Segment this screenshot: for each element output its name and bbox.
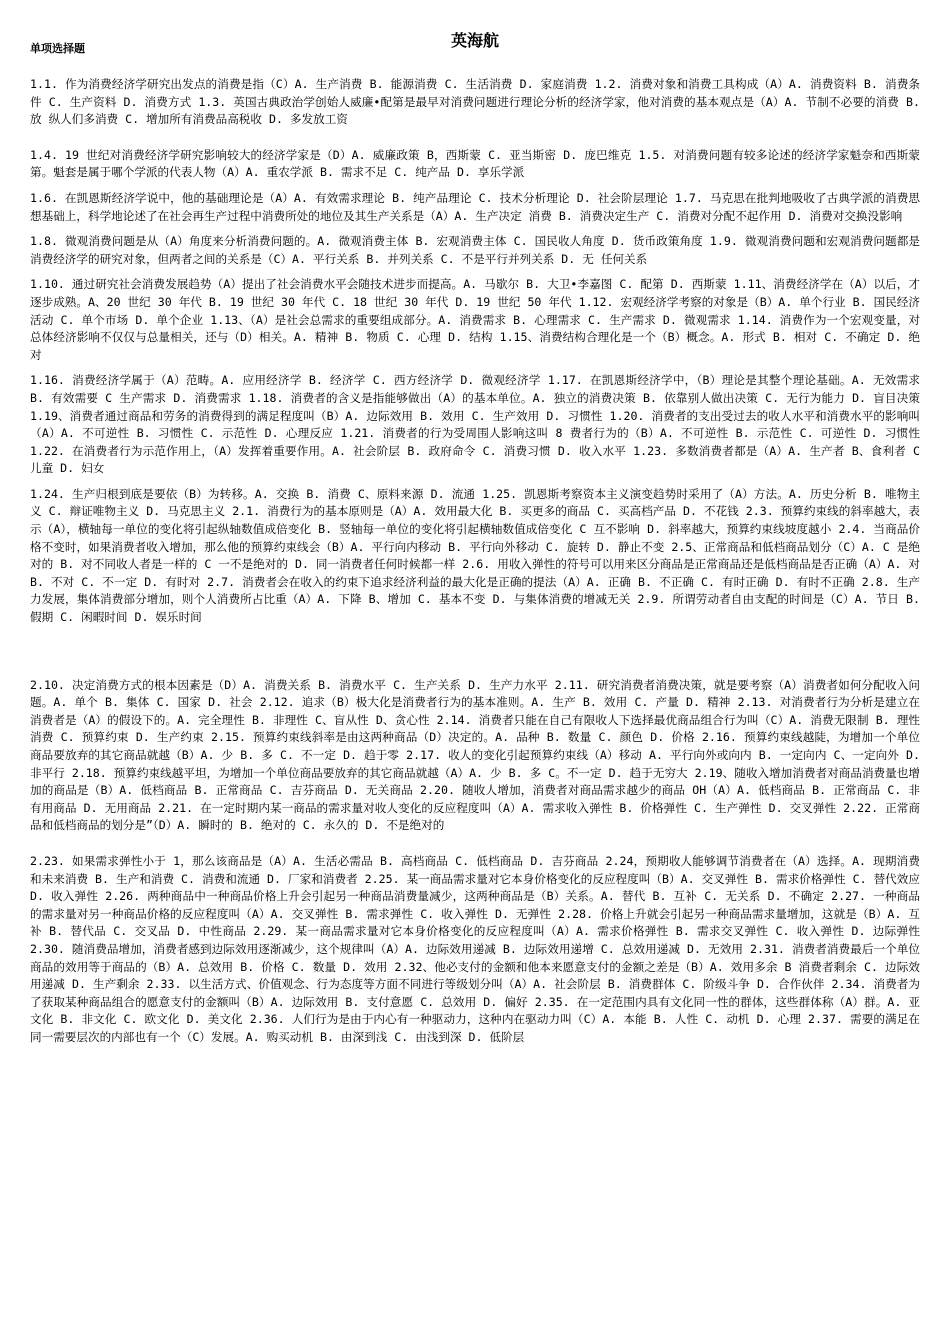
paragraph-4: 1.8. 微观消费问题是从（A）角度来分析消费问题的。A. 微观消费主体 B. 宏观消费主体 C. 国民收人角度 D. 货币政策角度 1.9. 微观消费问题和宏观消费问题都是消费经济学的研究对象，但两者之间的关系是（C）A. 平行关系 B. 并列关系 C. 不是平行并列关系 D. 无 任何关系 [30, 234, 920, 266]
paragraph-9: 2.23. 如果需求弹性小于 1，那么该商品是（A）A. 生活必需品 B. 高档商品 C. 低档商品 D. 吉芬商品 2.24，预期收人能够调节消费者在（A）选择。A. 现期消费和未来消费 B. 生产和消费 C. 消费和流通 D. 厂家和消费者 2.25. 某一商品需求量对它本身价格变化的反应程度叫（B）A. 交叉弹性 B. 需求价格弹性 C. 替代效应 D. 收入弹性 2.26. 两种商品中一种商品价格上升会引起另一种商品消费量减少，这两种商品是（B）关系。A. 替代 B. 互补 C. 无关系 D. 不确定 2.27. 一种商品的需求量对另一种商品价格的反应程度叫（A）A. 交叉弹性 B. 需求弹性 C. 收入弹性 D. 无弹性 2.28. 价格上升就会引起另一种商品需求量增加，这就是（B）A. 互补 B. 替代品 C. 交叉品 D. 中性商品 2.29. 某一商品需求量对它本身价格变化的反应程度叫（A）A. 需求价格弹性 B. 需求交叉弹性 C. 收入弹性 D. 边际弹性 2.30. 随消费品增加，消费者感到边际效用逐渐减少，这个规律叫（A）A. 边际效用递减 B. 边际效用递增 C. 总效用递减 D. 无效用 2.31. 消费者消费最后一个单位商品的效用等于商品的（B）A. 总效用 B. 价格 C. 数量 D. 效用 2.32、他必支付的金额和他本来愿意支付的金额之差是（B）A. 效用多余 B 消费者剩余 C. 边际效用递减 D. 生产剩余 2.33. 以生活方式、价值观念、行为态度等方面不同进行等级划分叫（A）A. 社会阶层 B. 消费群体 C. 阶级斗争 D. 合作伙伴 2.34. 消费者为了获取某种商品组合的愿意支付的金额叫（B）A. 边际效用 B. 支付意愿 C. 总效用 D. 偏好 2.35. 在一定范围内具有文化同一性的群体，这些群体称（A）群。A. 亚文化 B. 非文化 C. 欧文化 D. 美文化 2.36. 人们行为是由于内心有一种驱动力，这种内在驱动力叫（C）A. 本能 B. 人性 C. 动机 D. 心理 2.37. 需要的满足在同一需要层次的内部也有一个（C）发展。A. 购买动机 B. 由深到浅 C. 由浅到深 D. 低阶层 [30, 853, 920, 1044]
paragraph-6: 1.16. 消费经济学属于（A）范畴。A. 应用经济学 B. 经济学 C. 西方经济学 D. 微观经济学 1.17. 在凯恩斯经济学中，（B）理论是其整个理论基础。A. 无效需求 B. 有效需要 C 生产需求 D. 消费需求 1.18. 消费者的含义是指能够做出（A）的基本单位。A. 独立的消费决策 B. 依靠别人做出决策 C. 无行为能力 D. 盲目决策 1.19、消费者通过商品和劳务的消费得到的满足程度叫（B）A. 边际效用 B. 效用 C. 生产效用 D. 习惯性 1.20. 消费者的支出受过去的收人水平和消费水平的影响叫（A）A. 不可逆性 B. 习惯性 C. 示范性 D. 心理反应 1.21. 消费者的行为受周围人影响这叫 8 费者行为的（B）A. 不可逆性 B. 示范性 C. 可逆性 D. 习惯性 1.22. 在消费者行为示范作用上，（A）发挥着重要作用。A. 社会阶层 B. 政府命令 C. 消费习惯 D. 收入水平 1.23. 多数消费者都是（A）A. 生产者 B、食利者 C 儿童 D. 妇女 [30, 373, 920, 476]
paragraph-2: 1.4. 19 世纪对消费经济学研究影响较大的经济学家是（D）A. 威廉政策 B，西斯蒙 C. 亚当斯密 D. 庞巴维克 1.5. 对消费问题有较多论述的经济学家魁奈和西斯蒙第。魁套是属于哪个学派的代表人物（A）A. 重农学派 B. 需求不足 C. 纯产品 D. 享乐学派 [30, 147, 920, 180]
section-label: 单项选择题 [30, 42, 85, 55]
paragraph-3: 1.6. 在凯恩斯经济学说中，他的基础理论是（A）A. 有效需求理论 B. 纯产品理论 C. 技术分析理论 D. 社会阶层理论 1.7. 马克思在批判地吸收了古典学派的消费思想基础上，科学地论述了在社会再生产过程中消费所处的地位及其生产关系是（A）A. 生产决定 消费 B. 消费决定生产 C. 消费对分配不起作用 D. 消费对交换没影响 [30, 190, 920, 223]
paragraph-1: 1.1. 作为消费经济学研究出发点的消费是指（C）A. 生产消费 B. 能源消费 C. 生活消费 D. 家庭消费 1.2. 消费对象和消费工具构成（A）A. 消费资料 B. 消费条件 C. 生产资料 D. 消费方式 1.3. 英国古典政治学创始人威廉•配第是最早对消费问题进行理论分析的经济学家，他对消费的基本观点是（A）A. 节制不必要的消费 B. 放 纵人们多消费 C. 增加所有消费品高税收 D. 多发放工资 [30, 77, 920, 127]
paragraph-8: 2.10. 决定消费方式的根本因素是（D）A. 消费关系 B. 消费水平 C. 生产关系 D. 生产力水平 2.11. 研究消费者消费决策，就是要考察（A）消费者如何分配收入问题。A. 单个 B. 集体 C. 国家 D. 社会 2.12. 追求（B）极大化是消费者行为的基本准则。A. 生产 B. 效用 C. 产量 D. 精神 2.13. 对消费者行为分析是建立在消费者是（A）的假设下的。A. 完全理性 B. 非理性 C、盲从性 D、贪心性 2.14. 消费者只能在自己有限收人下选择最优商品组合行为叫（C）A. 消费无限制 B. 理性消费 C. 预算约束 D. 生产约束 2.15. 预算约束线斜率是由这两种商品（D）决定的。A. 品种 B. 数量 C. 颜色 D. 价格 2.16. 预算约束线越陡，为增加一个单位商品要放弃的其它商品就越（B）A. 少 B. 多 C. 不一定 D. 趋于零 2.17. 收人的变化引起预算约束线（A）移动 A. 平行向外或向内 B. 一定向内 C、一定向外 D. 非平行 2.18. 预算约束线越平坦，为增加一个单位商品要放弃的其它商品就越（A）A. 少 B. 多 C。不一定 D. 趋于无穷大 2.19、随收入增加消费者对商品消费量也增加的商品是（B）A. 低档商品 B. 正常商品 C. 吉芬商品 D. 无关商品 2.20. 随收人增加，消费者对商品需求越少的商品 OH（A）A. 低档商品 B. 正常商品 C. 非有用商品 D. 无用商品 2.21. 在一定时期内某一商品的需求量对收人变化的反应程度叫（A）A. 需求收入弹性 B. 价格弹性 C. 生产弹性 D. 交叉弹性 2.22. 正常商品和低档商品的划分是”（D）A. 瞬时的 B. 绝对的 C. 永久的 D. 不是绝对的 [30, 677, 920, 833]
document-title: 英海航 [450, 31, 499, 50]
document-body [30, 76, 920, 1047]
paragraph-5: 1.10. 通过研究社会消费发展趋势（A）提出了社会消费水平会随技术进步而提高。A. 马歇尔 B. 大卫•李嘉图 C. 配第 D. 西斯蒙 1.11、消费经济学在（A）以后，才逐步成熟。A、20 世纪 30 年代 B. 19 世纪 30 年代 C. 18 世纪 30 年代 D. 19 世纪 50 年代 1.12. 宏观经济学考察的对象是（B）A. 单个行业 B. 国民经济活动 C. 单个市场 D. 单个企业 1.13、（A）是社会总需求的重要组成部分。A. 消费需求 B. 心理需求 C. 生产需求 D. 微观需求 1.14. 消费作为一个宏观变量，对总体经济影响不仅仅与总量相关，还与（D）相关。A. 精神 B. 物质 C. 心理 D. 结构 1.15、消费结构合理化是一个（B）概念。A. 形式 B. 相对 C. 不确定 D. 绝对 [30, 277, 920, 362]
paragraph-7: 1.24. 生产归根到底是要依（B）为转移。A. 交换 B. 消费 C、原料来源 D. 流通 1.25. 凯恩斯考察资本主义演变趋势时采用了（A）方法。A. 历史分析 B. 唯物主义 C. 辩证唯物主义 D. 马克思主义 2.1. 消费行为的基本原则是（A）A. 效用最大化 B. 买更多的商品 C. 买高档产品 D. 不花钱 2.3. 预算约束线的斜率越大，表示（A），横轴每一单位的变化将引起纵轴数值成倍变化 B. 竖轴每一单位的变化将引起横轴数值成倍变化 C 互不影响 D. 斜率越大，预算约束线坡度越小 2.4. 当商品价格不变时，如果消费者收入增加，那么他的预算约束线会（B）A. 平行向内移动 B. 平行向外移动 C. 旋转 D. 静止不变 2.5、正常商品和低档商品划分（C）A. C 是绝对的 B. 对不同收人者是一样的 C 一不是绝对的 D. 同一消费者任何时候都一样 2.6. 用收入弹性的符号可以用来区分商品是正常商品还是低档商品是否正确（A）A. 对 B. 不对 C. 不一定 D. 有时对 2.7. 消费者会在收入的约束下追求经济利益的最大化是正确的提法（A）A. 正确 B. 不正确 C. 有时正确 D. 有时不正确 2.8. 生产力发展，集体消费部分增加，则个人消费所占比重（A）A. 下降 B、增加 C. 基本不变 D. 与集体消费的增减无关 2.9. 所谓劳动者自由支配的时间是（C）A. 节日 B. 假期 C. 闲暇时间 D. 娱乐时间 [30, 486, 920, 625]
